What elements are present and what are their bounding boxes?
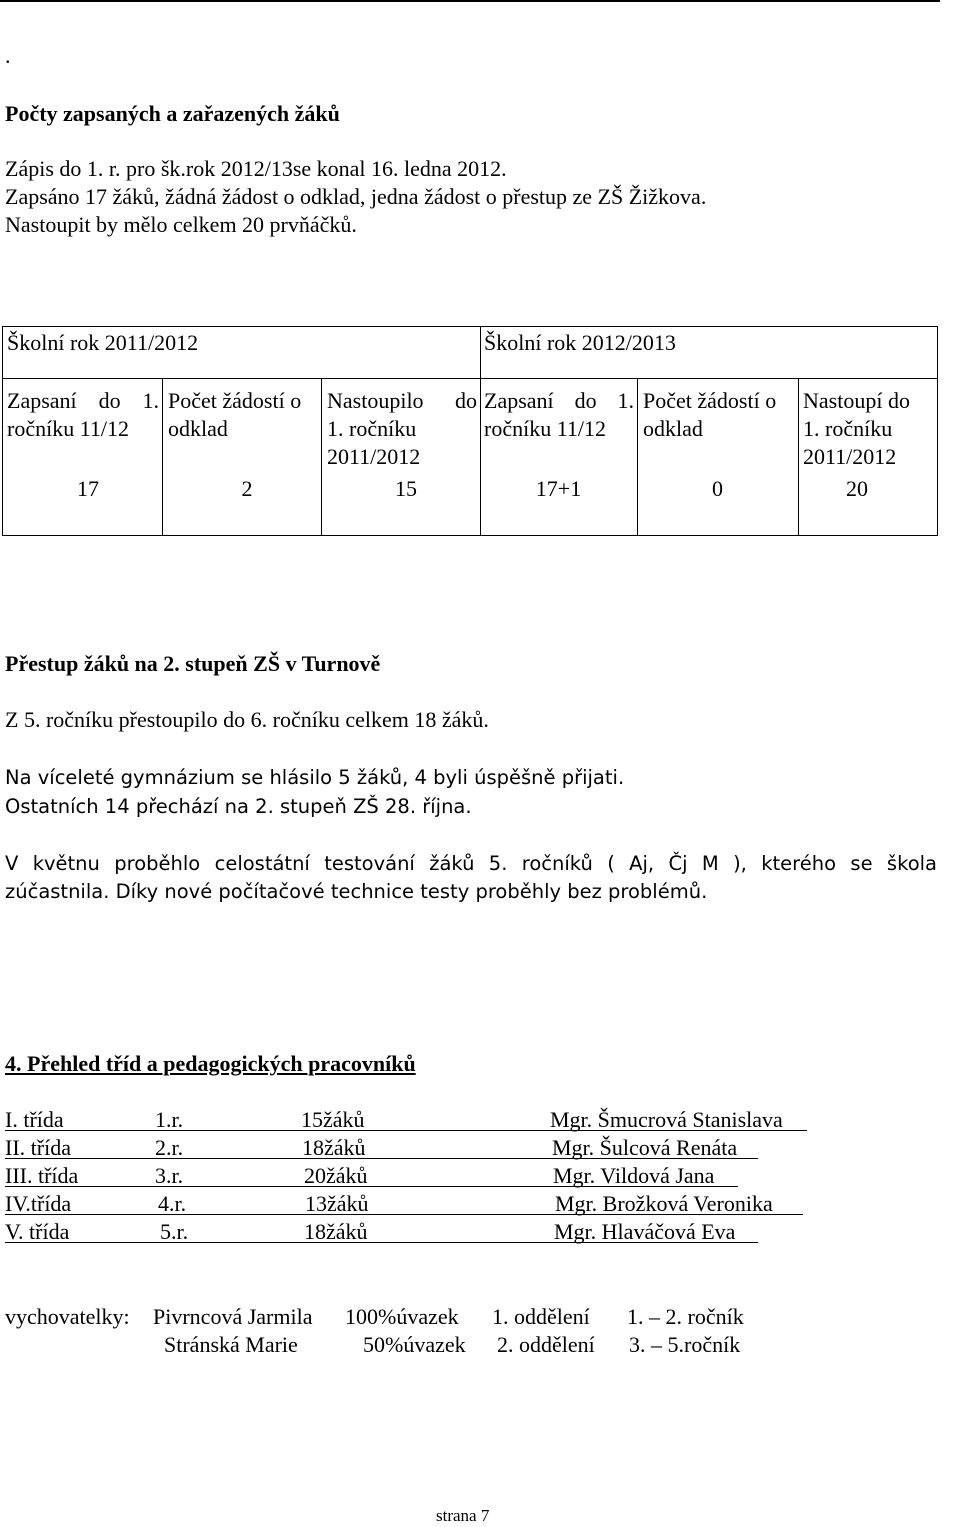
row-underline bbox=[5, 1214, 803, 1215]
column-header: Nastoupí do 1. ročníku 2011/2012 bbox=[803, 388, 910, 469]
table-divider bbox=[321, 378, 322, 535]
year-header: Školní rok 2012/2013 bbox=[484, 330, 676, 355]
class-name: III. třída bbox=[5, 1163, 79, 1188]
transfer-line: Z 5. ročníku přestoupilo do 6. ročníku celkem 18 žáků. bbox=[5, 707, 489, 732]
enrollment-line: Nastoupit by mělo celkem 20 prvňáčků. bbox=[5, 212, 357, 237]
class-name: IV.třída bbox=[5, 1191, 72, 1216]
enrollment-table bbox=[2, 326, 938, 536]
table-value: 0 bbox=[712, 476, 723, 501]
table-value: 20 bbox=[846, 476, 868, 501]
class-grade: 5.r. bbox=[160, 1219, 189, 1244]
class-name: II. třída bbox=[5, 1135, 71, 1160]
class-count: 15žáků bbox=[301, 1107, 365, 1132]
enrollment-line: Zapsáno 17 žáků, žádná žádost o odklad, jedna žádost o přestup ze ZŠ Žižkova. bbox=[5, 184, 707, 209]
column-header: Počet žádostí o odklad bbox=[168, 388, 302, 441]
table-value: 15 bbox=[395, 476, 417, 501]
class-count: 18žáků bbox=[304, 1219, 368, 1244]
header-dot: . bbox=[5, 43, 11, 68]
class-count: 13žáků bbox=[305, 1191, 369, 1216]
row-underline bbox=[5, 1158, 758, 1159]
row-underline bbox=[5, 1242, 758, 1243]
educator-grades: 3. – 5.ročník bbox=[629, 1332, 741, 1357]
page-number: strana 7 bbox=[436, 1506, 490, 1525]
table-value: 17+1 bbox=[535, 476, 582, 501]
class-grade: 4.r. bbox=[158, 1191, 187, 1216]
class-count: 20žáků bbox=[304, 1163, 368, 1188]
class-grade: 3.r. bbox=[155, 1163, 184, 1188]
column-header: Počet žádostí o odklad bbox=[643, 388, 777, 441]
educator-load: 100%úvazek bbox=[345, 1304, 459, 1329]
year-header: Školní rok 2011/2012 bbox=[7, 330, 199, 355]
class-teacher: Mgr. Brožková Veronika bbox=[555, 1191, 773, 1216]
class-name: V. třída bbox=[5, 1219, 70, 1244]
educator-grades: 1. – 2. ročník bbox=[627, 1304, 744, 1329]
transfer-line: Ostatních 14 přechází na 2. stupeň ZŠ 28. října. bbox=[5, 795, 472, 818]
educator-name: Stránská Marie bbox=[164, 1332, 298, 1357]
table-value: 2 bbox=[241, 476, 253, 501]
class-grade: 1.r. bbox=[155, 1107, 184, 1132]
class-name: I. třída bbox=[5, 1107, 64, 1132]
table-divider bbox=[637, 378, 638, 535]
transfer-heading: Přestup žáků na 2. stupeň ZŠ v Turnově bbox=[5, 651, 381, 676]
class-teacher: Mgr. Hlaváčová Eva bbox=[554, 1219, 736, 1244]
top-rule bbox=[0, 0, 940, 2]
enrollment-line: Zápis do 1. r. pro šk.rok 2012/13se konal 16. ledna 2012. bbox=[5, 156, 507, 181]
column-header: Zapsaní do 1. ročníku 11/12 bbox=[7, 388, 159, 441]
testing-line: V květnu proběhlo celostátní testování žáků 5. ročníků ( Aj, Čj M ), kterého se škola bbox=[5, 852, 937, 875]
class-teacher: Mgr. Vildová Jana bbox=[553, 1163, 715, 1188]
class-teacher: Mgr. Šulcová Renáta bbox=[552, 1135, 738, 1160]
enrollment-heading: Počty zapsaných a zařazených žáků bbox=[5, 101, 340, 126]
table-divider bbox=[480, 327, 481, 535]
educator-dept: 2. oddělení bbox=[497, 1332, 595, 1357]
table-divider bbox=[162, 378, 163, 535]
table-value: 17 bbox=[77, 476, 99, 501]
classes-heading: 4. Přehled tříd a pedagogických pracovníků bbox=[5, 1051, 416, 1076]
educator-name: Pivrncová Jarmila bbox=[153, 1304, 313, 1329]
educator-dept: 1. oddělení bbox=[492, 1304, 590, 1329]
column-header: Zapsaní do 1. ročníku 11/12 bbox=[484, 388, 634, 441]
row-underline bbox=[5, 1186, 738, 1187]
educator-load: 50%úvazek bbox=[363, 1332, 466, 1357]
row-underline bbox=[5, 1130, 807, 1131]
class-count: 18žáků bbox=[302, 1135, 366, 1160]
table-divider bbox=[798, 378, 799, 535]
class-teacher: Mgr. Šmucrová Stanislava bbox=[550, 1107, 783, 1132]
class-grade: 2.r. bbox=[155, 1135, 184, 1160]
educators-label: vychovatelky: bbox=[5, 1304, 130, 1329]
testing-line: zúčastnila. Díky nové počítačové technice testy proběhly bez problémů. bbox=[5, 880, 708, 903]
transfer-line: Na víceleté gymnázium se hlásilo 5 žáků, 4 byli úspěšně přijati. bbox=[5, 766, 625, 789]
column-header: Nastoupilo do 1. ročníku 2011/2012 bbox=[327, 388, 477, 469]
table-divider bbox=[3, 378, 937, 379]
